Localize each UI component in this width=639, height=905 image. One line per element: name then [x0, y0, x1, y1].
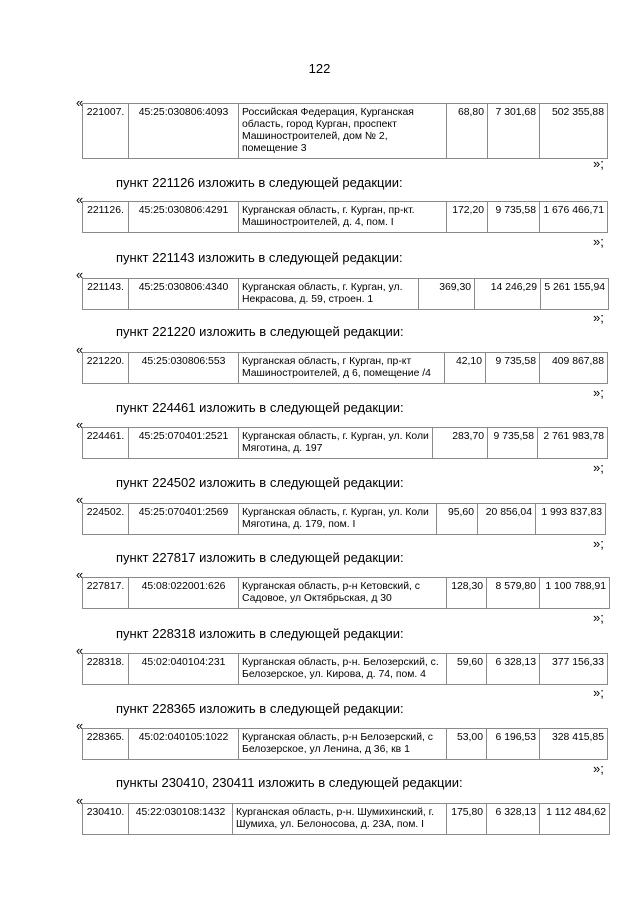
record-table — [82, 577, 610, 609]
cadastral-cost-cell: 1 676 466,71 — [540, 202, 608, 233]
opening-quote: « — [76, 267, 84, 282]
opening-quote: « — [76, 342, 84, 357]
closing-quote: »; — [593, 234, 604, 249]
table-row — [83, 353, 608, 384]
cadastral-number-cell: 45:25:030806:553 — [129, 353, 239, 384]
cadastral-number-cell: 45:02:040105:1022 — [129, 729, 239, 760]
area-cell: 59,60 — [447, 654, 487, 685]
cadastral-number-cell: 45:25:030806:4093 — [129, 104, 239, 159]
amendment-instruction: пункт 228365 изложить в следующей редакции: — [116, 701, 404, 716]
record-table — [82, 427, 608, 459]
closing-quote: »; — [593, 156, 604, 171]
area-cell: 172,20 — [447, 202, 488, 233]
record-number-cell: 221007. — [83, 104, 129, 159]
table-row — [83, 654, 608, 685]
cadastral-number-cell: 45:08:022001:626 — [129, 578, 239, 609]
opening-quote: « — [76, 793, 84, 808]
address-cell: Курганская область, р-н. Шумихинский, г. Шумиха, ул. Белоносова, д. 23А, пом. I — [233, 804, 447, 835]
address-cell: Курганская область, г. Курган, ул. Коли Мяготина, д. 197 — [239, 428, 433, 459]
record-number-cell: 224461. — [83, 428, 129, 459]
record-table — [82, 103, 608, 159]
address-cell: Курганская область, г. Курган, ул. Коли Мяготина, д. 179, пом. I — [239, 504, 437, 535]
table-row — [83, 202, 608, 233]
record-table — [82, 653, 608, 685]
unit-price-cell: 9 735,58 — [488, 202, 540, 233]
cadastral-cost-cell: 5 261 155,94 — [541, 279, 609, 310]
table-row — [83, 428, 608, 459]
unit-price-cell: 6 328,13 — [487, 654, 540, 685]
cadastral-cost-cell: 1 993 837,83 — [536, 504, 606, 535]
record-number-cell: 221220. — [83, 353, 129, 384]
address-cell: Курганская область, р-н. Белозерский, с. Белозерское, ул. Кирова, д. 74, пом. 4 — [239, 654, 447, 685]
record-table — [82, 278, 609, 310]
cadastral-cost-cell: 377 156,33 — [540, 654, 608, 685]
opening-quote: « — [76, 492, 84, 507]
cadastral-number-cell: 45:25:070401:2521 — [129, 428, 239, 459]
record-table — [82, 803, 610, 835]
area-cell: 369,30 — [419, 279, 475, 310]
unit-price-cell: 6 196,53 — [487, 729, 540, 760]
table-row — [83, 578, 610, 609]
record-table — [82, 503, 606, 535]
area-cell: 53,00 — [447, 729, 487, 760]
area-cell: 68,80 — [447, 104, 488, 159]
closing-quote: »; — [593, 536, 604, 551]
unit-price-cell: 8 579,80 — [487, 578, 540, 609]
closing-quote: »; — [593, 460, 604, 475]
address-cell: Курганская область, г Курган, пр-кт Машиностроителей, д 6, помещение /4 — [239, 353, 445, 384]
closing-quote: »; — [593, 310, 604, 325]
amendment-instruction: пункт 221126 изложить в следующей редакции: — [116, 175, 403, 190]
amendment-instruction: пункт 221220 изложить в следующей редакции: — [116, 324, 404, 339]
cadastral-number-cell: 45:22:030108:1432 — [129, 804, 233, 835]
cadastral-number-cell: 45:02:040104:231 — [129, 654, 239, 685]
cadastral-cost-cell: 1 100 788,91 — [540, 578, 610, 609]
opening-quote: « — [76, 643, 84, 658]
opening-quote: « — [76, 718, 84, 733]
amendment-instruction: пункт 224461 изложить в следующей редакции: — [116, 400, 404, 415]
area-cell: 95,60 — [437, 504, 478, 535]
table-row — [83, 279, 609, 310]
unit-price-cell: 7 301,68 — [488, 104, 540, 159]
cadastral-number-cell: 45:25:030806:4291 — [129, 202, 239, 233]
cadastral-cost-cell: 1 112 484,62 — [540, 804, 610, 835]
amendment-instruction: пункты 230410, 230411 изложить в следующей редакции: — [116, 775, 463, 790]
table-row — [83, 104, 608, 159]
table-row — [83, 729, 608, 760]
record-table — [82, 728, 608, 760]
amendment-instruction: пункт 228318 изложить в следующей редакции: — [116, 626, 404, 641]
closing-quote: »; — [593, 385, 604, 400]
address-cell: Российская Федерация, Курганская область, город Курган, проспект Машиностроителей, дом № 2, помещение 3 — [239, 104, 447, 159]
unit-price-cell: 9 735,58 — [486, 353, 540, 384]
cadastral-number-cell: 45:25:030806:4340 — [129, 279, 239, 310]
area-cell: 42,10 — [445, 353, 486, 384]
unit-price-cell: 14 246,29 — [475, 279, 541, 310]
address-cell: Курганская область, р-н Кетовский, с Садовое, ул Октябрьская, д 30 — [239, 578, 447, 609]
record-table — [82, 352, 608, 384]
area-cell: 128,30 — [447, 578, 487, 609]
record-number-cell: 228318. — [83, 654, 129, 685]
record-number-cell: 221126. — [83, 202, 129, 233]
closing-quote: »; — [593, 761, 604, 776]
amendment-instruction: пункт 221143 изложить в следующей редакции: — [116, 250, 403, 265]
address-cell: Курганская область, г. Курган, ул. Некрасова, д. 59, строен. 1 — [239, 279, 419, 310]
record-number-cell: 228365. — [83, 729, 129, 760]
cadastral-cost-cell: 502 355,88 — [540, 104, 608, 159]
table-row — [83, 504, 606, 535]
cadastral-number-cell: 45:25:070401:2569 — [129, 504, 239, 535]
record-number-cell: 227817. — [83, 578, 129, 609]
area-cell: 283,70 — [433, 428, 488, 459]
address-cell: Курганская область, р-н Белозерский, с Белозерское, ул Ленина, д 36, кв 1 — [239, 729, 447, 760]
opening-quote: « — [76, 417, 84, 432]
record-number-cell: 224502. — [83, 504, 129, 535]
closing-quote: »; — [593, 610, 604, 625]
area-cell: 175,80 — [447, 804, 487, 835]
opening-quote: « — [76, 95, 84, 110]
unit-price-cell: 20 856,04 — [478, 504, 536, 535]
opening-quote: « — [76, 567, 84, 582]
record-number-cell: 230410. — [83, 804, 129, 835]
page-number: 122 — [308, 61, 331, 76]
cadastral-cost-cell: 2 761 983,78 — [538, 428, 608, 459]
record-table — [82, 201, 608, 233]
unit-price-cell: 6 328,13 — [487, 804, 540, 835]
closing-quote: »; — [593, 685, 604, 700]
address-cell: Курганская область, г. Курган, пр-кт. Машиностроителей, д. 4, пом. I — [239, 202, 447, 233]
amendment-instruction: пункт 224502 изложить в следующей редакции: — [116, 475, 404, 490]
cadastral-cost-cell: 328 415,85 — [540, 729, 608, 760]
record-number-cell: 221143. — [83, 279, 129, 310]
table-row — [83, 804, 610, 835]
cadastral-cost-cell: 409 867,88 — [540, 353, 608, 384]
unit-price-cell: 9 735,58 — [488, 428, 538, 459]
opening-quote: « — [76, 192, 84, 207]
amendment-instruction: пункт 227817 изложить в следующей редакции: — [116, 550, 404, 565]
